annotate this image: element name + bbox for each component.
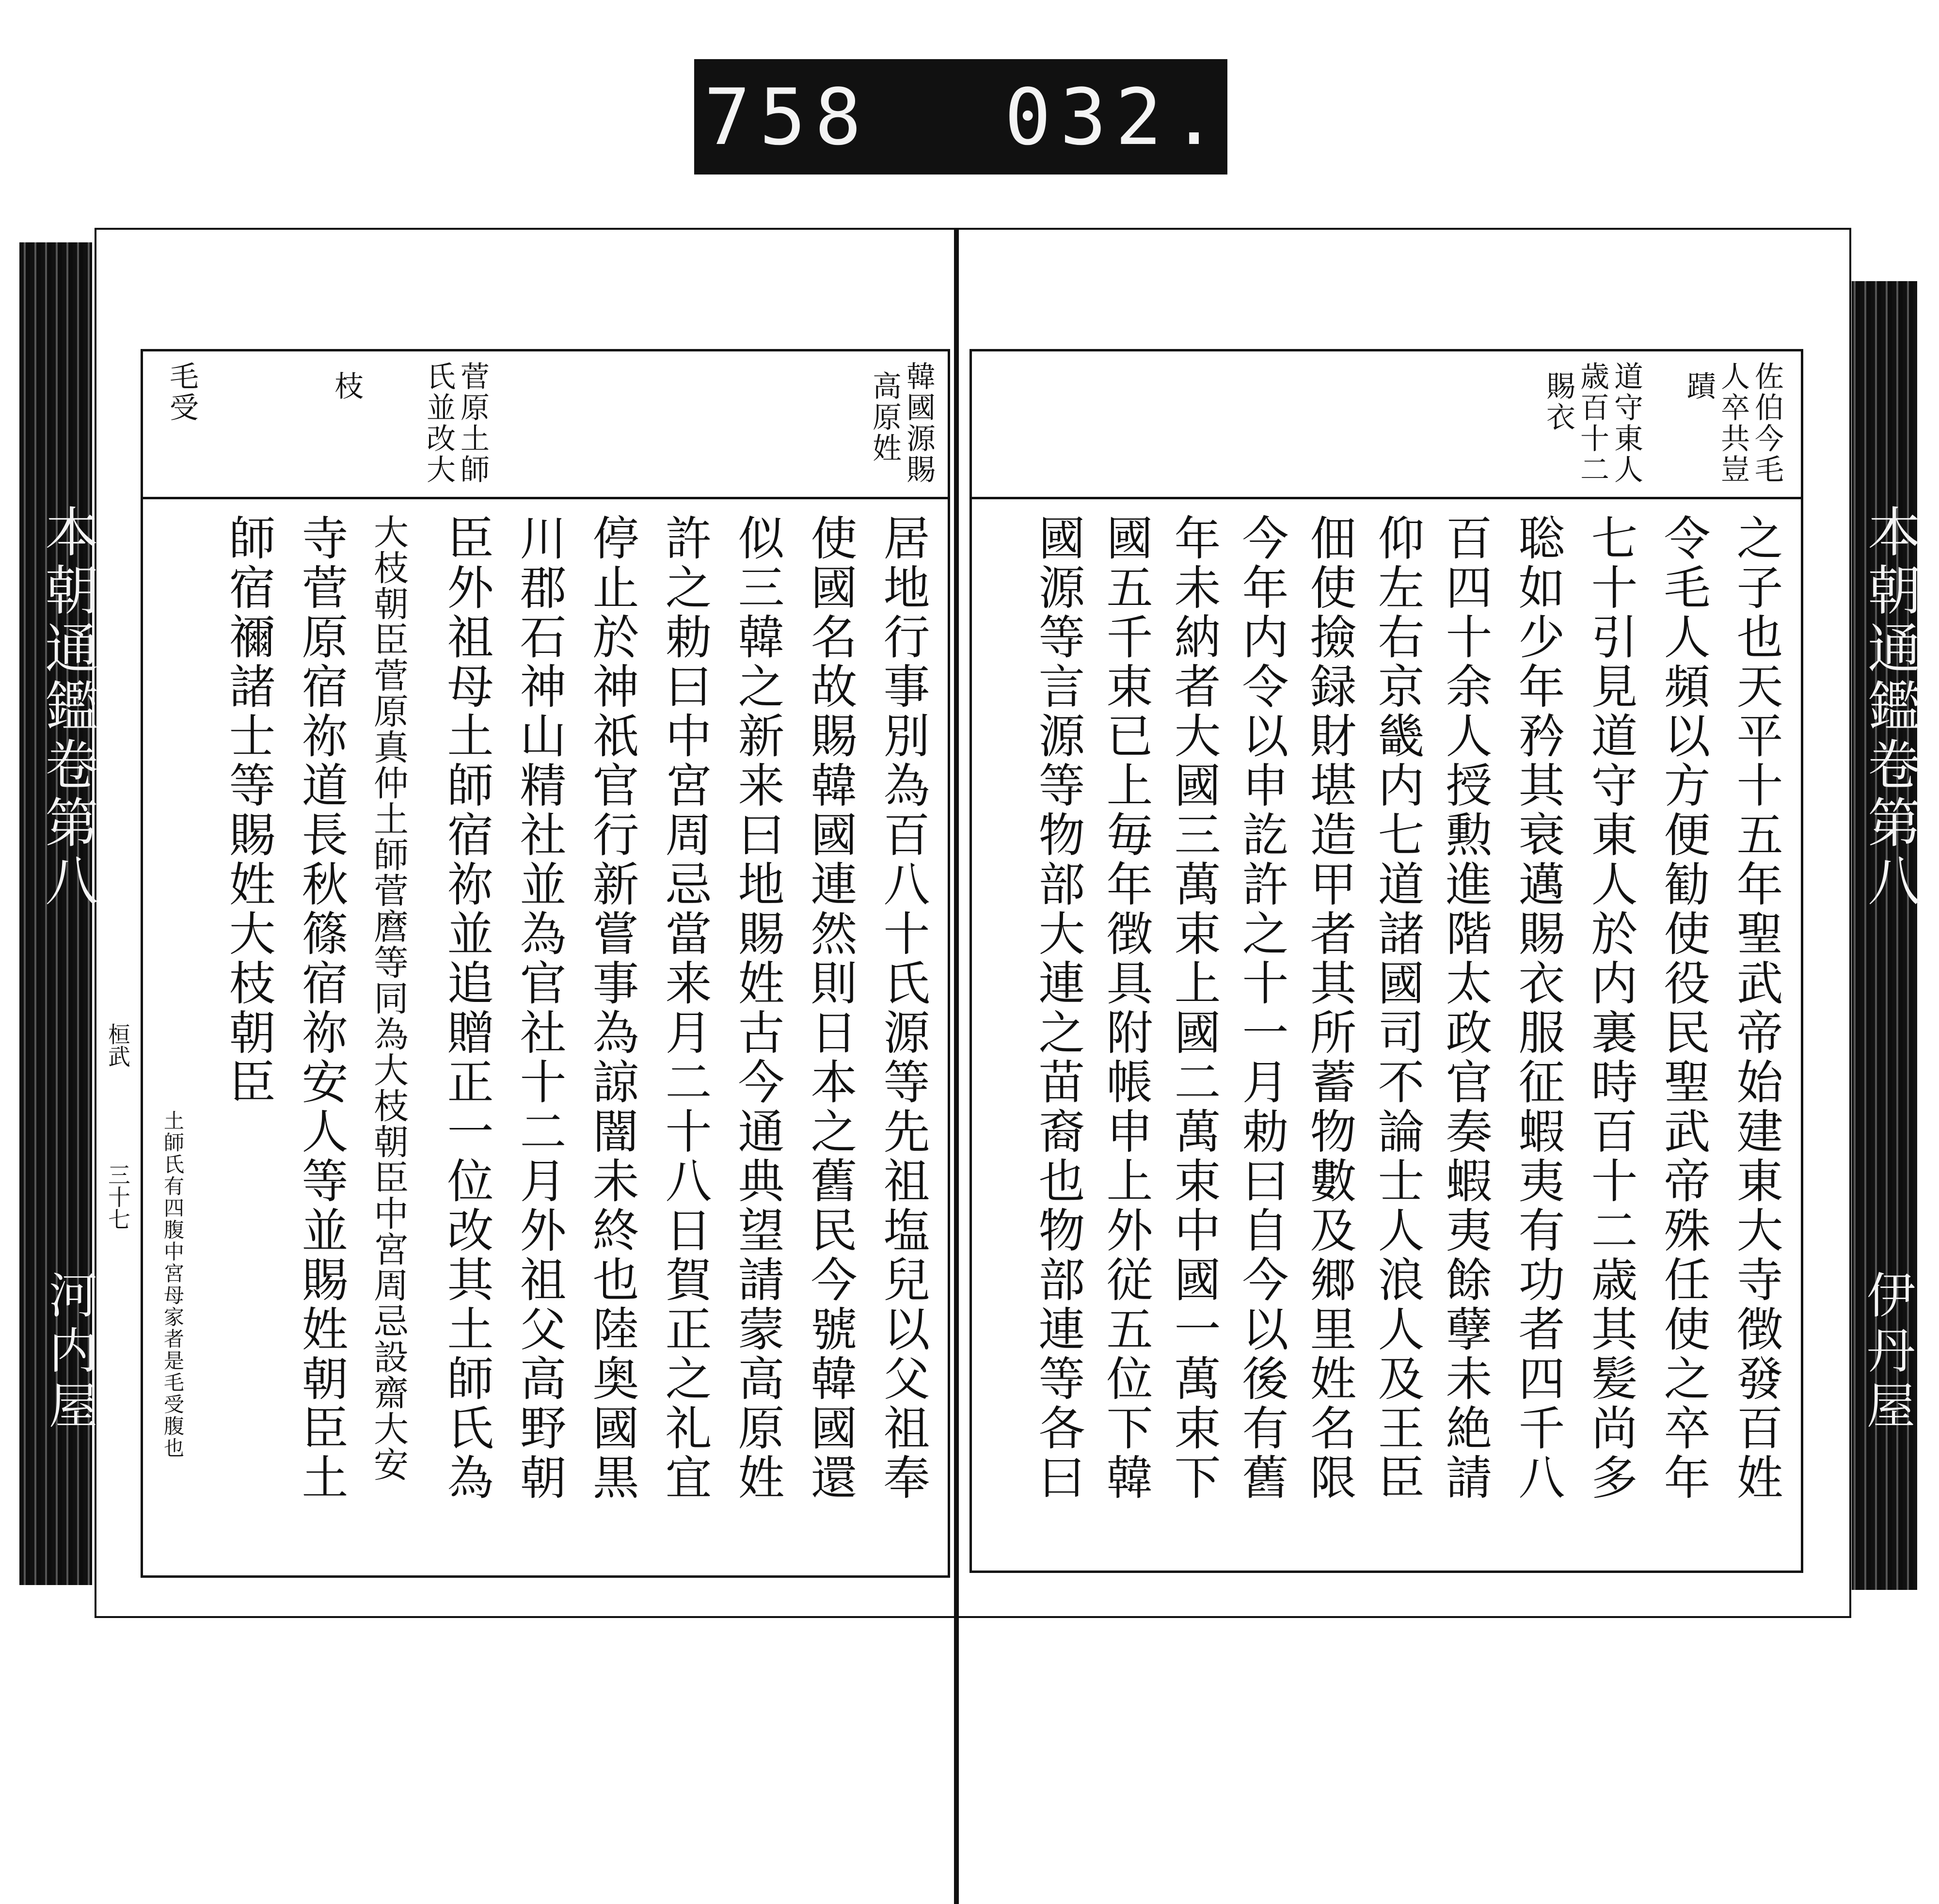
left-folio: 三十七 <box>105 1163 131 1230</box>
text-column: 寺菅原宿祢道長秋篠宿祢安人等並賜姓朝臣土 <box>294 514 349 1503</box>
text-column: 七十引見道守東人於内裏時百十二歳其髪尚多 <box>1584 514 1638 1503</box>
header-note: 枝 <box>330 371 364 402</box>
text-column: 大枝朝臣菅原真仲土師菅麿等同為大枝朝臣中宮周忌設齋大安 <box>368 514 409 1482</box>
right-body-text <box>970 497 1803 1573</box>
header-note: 韓國源賜 <box>902 361 936 485</box>
reel-number: 758 <box>704 71 870 162</box>
header-note: 蹟 <box>1682 371 1716 402</box>
text-column: 川郡石神山精社並為官社十二月外祖父高野朝 <box>512 514 567 1503</box>
text-column: 年未納者大國三萬束上國二萬束中國一萬束下 <box>1167 514 1221 1503</box>
header-note: 毛受 <box>165 361 199 423</box>
header-note: 高原姓 <box>868 371 902 464</box>
text-column: 聡如少年矜其衰邁賜衣服征蝦夷有功者四千八 <box>1511 514 1565 1503</box>
text-column: 師宿禰諸士等賜姓大枝朝臣 <box>222 514 276 1107</box>
header-note: 歳百十二 <box>1575 361 1609 485</box>
text-column: 使國名故賜韓國連然則日本之舊民今號韓國還 <box>803 514 858 1503</box>
header-note: 道守東人 <box>1609 361 1643 485</box>
small-note: 土師氏有四腹中宮母家者是毛受腹也 <box>161 1110 185 1459</box>
left-side-publisher: 河内屋 <box>41 1270 97 1436</box>
left-side-tag: 桓武 <box>105 1023 131 1067</box>
right-header-box <box>970 349 1803 499</box>
header-note: 菅原土師 <box>456 361 490 485</box>
header-note: 人卒共豈 <box>1716 361 1750 485</box>
left-header-box <box>141 349 950 499</box>
film-reel-label <box>694 59 1227 175</box>
text-column: 百四十余人授勲進階太政官奏蝦夷餘孽未絶請 <box>1438 514 1493 1503</box>
text-column: 令毛人頻以方便勧使役民聖武帝殊任使之卒年 <box>1656 514 1711 1503</box>
left-side-title: 本朝通鑑卷第八 <box>36 504 98 911</box>
text-column: 之子也天平十五年聖武帝始建東大寺徴發百姓 <box>1729 514 1783 1503</box>
header-note: 佐伯今毛 <box>1750 361 1784 485</box>
text-column: 居地行事別為百八十氏源等先祖塩兒以父祖奉 <box>876 514 930 1503</box>
text-column: 國五千束已上毎年徴具附帳申上外従五位下韓 <box>1099 514 1153 1503</box>
frame-number: 032. <box>1004 71 1226 162</box>
text-column: 停止於神祇官行新嘗事為諒闇未終也陸奥國黒 <box>585 514 639 1503</box>
text-column: 國源等言源等物部大連之苗裔也物部連等各曰 <box>1031 514 1085 1503</box>
text-column: 仰左右京畿内七道諸國司不論士人浪人及王臣 <box>1370 514 1425 1503</box>
text-column: 佃使撿録財堪造甲者其所蓄物數及郷里姓名限 <box>1303 514 1357 1503</box>
right-side-publisher: 伊丹屋 <box>1859 1270 1915 1436</box>
text-column: 似三韓之新来曰地賜姓古今通典望請蒙高原姓 <box>731 514 785 1503</box>
text-column: 臣外祖母土師宿祢並追贈正一位改其土師氏為 <box>440 514 494 1503</box>
book-spine <box>954 228 959 1904</box>
header-note: 賜衣 <box>1542 371 1575 433</box>
text-column: 今年内令以申訖許之十一月勅曰自今以後有舊 <box>1235 514 1289 1503</box>
left-body-text <box>141 497 950 1578</box>
right-side-title: 本朝通鑑卷第八 <box>1859 504 1921 911</box>
text-column: 許之勅曰中宮周忌當来月二十八日賀正之礼宜 <box>658 514 712 1503</box>
header-note: 氏並改大 <box>422 361 456 485</box>
